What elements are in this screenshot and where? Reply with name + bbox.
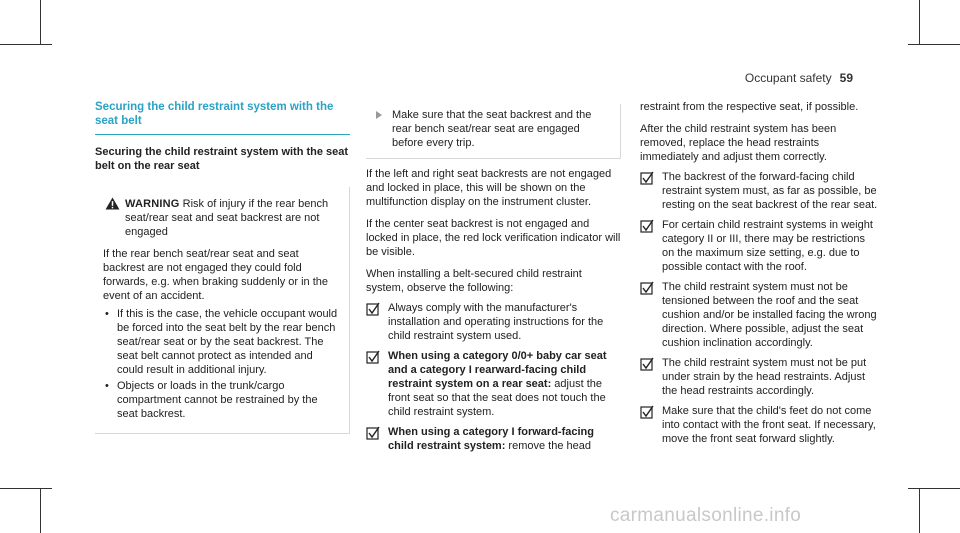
- list-item: [366, 301, 621, 343]
- checkbox-checked-icon: [366, 302, 380, 316]
- crop-mark: [40, 488, 41, 533]
- crop-mark: [0, 488, 52, 489]
- note-text: Make sure that the seat backrest and the rear bench seat/rear seat are engaged before every trip.: [392, 109, 592, 149]
- list-item: [366, 425, 621, 453]
- list-item: [366, 349, 621, 419]
- check-text: For certain child restraint systems in weight category II or III, there may be restrictions on the maximum size setting, e.g. due to possible contact with the roof.: [662, 219, 873, 273]
- list-item: [640, 170, 880, 212]
- checkbox-checked-icon: [640, 171, 654, 185]
- paragraph: If the left and right seat backrests are not engaged and locked in place, this will be shown on the multifunction display on the instrument cluster.: [366, 168, 612, 208]
- crop-mark: [919, 488, 920, 533]
- checkbox-checked-icon: [366, 350, 380, 364]
- warning-lead: Risk of injury if the rear bench seat/rear seat and seat backrest are not engaged: [125, 198, 329, 238]
- warning-keyword: WARNING: [125, 198, 180, 210]
- check-list: [366, 301, 621, 453]
- checkbox-checked-icon: [640, 219, 654, 233]
- list-item: [640, 280, 880, 350]
- warning-box: [95, 187, 350, 434]
- crop-mark: [908, 488, 960, 489]
- warning-paragraph: If the rear bench seat/rear seat and seat backrest are not engaged they could fold forwards, e.g. when braking suddenly or in the event of an accident.: [103, 248, 329, 302]
- note-box: [366, 104, 621, 159]
- check-text: Always comply with the manufacturer's installation and operating instructions for the child restraint system used.: [388, 302, 604, 342]
- list-item: • Objects or loads in the trunk/cargo compartment cannot be restrained by the seat backrest.: [103, 379, 339, 421]
- check-text: The backrest of the forward-facing child restraint system must, as far as possible, be resting on the seat backrest of the rear seat.: [662, 171, 878, 211]
- paragraph: After the child restraint system has been removed, replace the head restraints immediately and adjust them correctly.: [640, 123, 837, 163]
- checkbox-checked-icon: [640, 357, 654, 371]
- list-item: [640, 356, 880, 398]
- check-bold: When using a category I forward-facing child restraint system:: [388, 426, 594, 452]
- arrow-right-icon: [376, 111, 382, 119]
- page-header: [745, 71, 853, 85]
- paragraph: restraint from the respective seat, if possible.: [640, 101, 859, 113]
- middle-column: [366, 100, 621, 453]
- crop-mark: [908, 44, 960, 45]
- crop-mark: [40, 0, 41, 45]
- checkbox-checked-icon: [640, 281, 654, 295]
- check-text: The child restraint system must not be tensioned between the roof and the seat cushion and/or be installed facing the wrong direction. Where possible, adjust the seat cushion inclination accordingly.: [662, 281, 877, 349]
- list-item: • If this is the case, the vehicle occupant would be forced into the seat belt by the rear bench seat/rear seat or by the seat backrest. The seat belt cannot protect as intended and could result in additional injury.: [103, 307, 339, 377]
- warning-heading: [103, 197, 339, 239]
- list-item: [640, 218, 880, 274]
- check-bold: When using a category 0/0+ baby car seat and a category I rearward-facing child restraint system on a rear seat:: [388, 350, 607, 390]
- warning-triangle-icon: [105, 197, 120, 210]
- check-text: remove the head: [505, 440, 591, 452]
- header-section: Occupant safety: [744, 71, 832, 85]
- warning-bullets: [103, 307, 339, 421]
- checkbox-checked-icon: [366, 426, 380, 440]
- subsection-title: Securing the child restraint system with the seat belt on the rear seat: [95, 146, 349, 172]
- list-item: [640, 404, 880, 446]
- right-column: [640, 100, 880, 446]
- crop-mark: [0, 44, 52, 45]
- check-list: [640, 170, 880, 446]
- check-text: Make sure that the child's feet do not come into contact with the front seat. If necessary, move the front seat forward slightly.: [662, 405, 876, 445]
- note: [374, 108, 612, 150]
- crop-mark: [919, 0, 920, 45]
- paragraph: When installing a belt-secured child restraint system, observe the following:: [366, 268, 582, 294]
- left-column: [95, 100, 350, 434]
- paragraph: If the center seat backrest is not engaged and locked in place, the red lock verification indicator will be visible.: [366, 218, 621, 258]
- check-text: adjust the front seat so that the seat does not touch the child restraint system.: [388, 378, 606, 418]
- checkbox-checked-icon: [640, 405, 654, 419]
- page-number: 59: [839, 71, 853, 85]
- watermark: carmanualsonline.info: [610, 505, 802, 526]
- check-text: The child restraint system must not be put under strain by the head restraints. Adjust the head restraints accordingly.: [662, 357, 867, 397]
- section-title: Securing the child restraint system with the seat belt: [95, 100, 350, 135]
